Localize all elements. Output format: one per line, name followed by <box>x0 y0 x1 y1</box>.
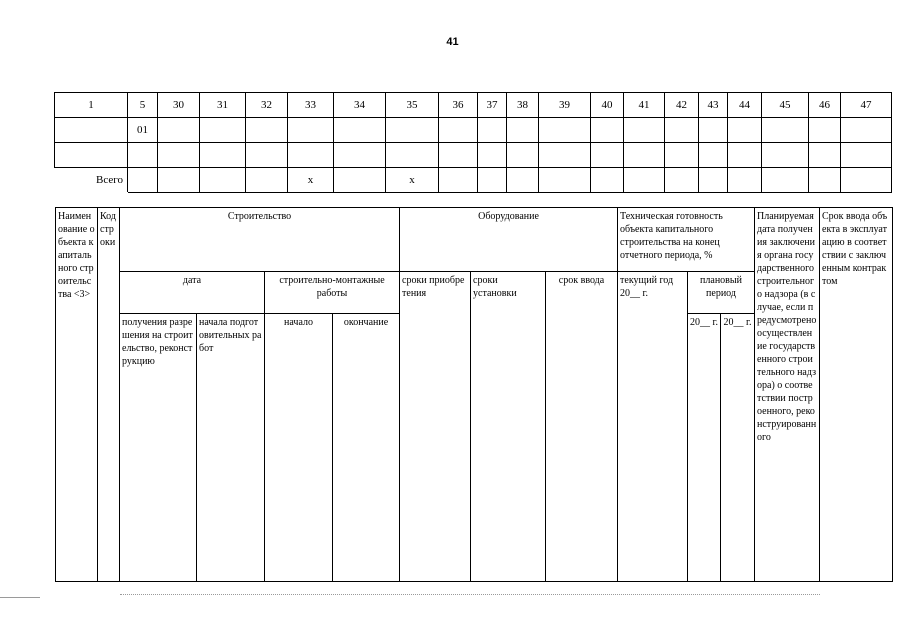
current-year-value: 20__ г. <box>620 288 648 299</box>
construction-header: Строительство <box>120 208 400 272</box>
planned-period-header: плановый период <box>688 272 755 314</box>
summary-table <box>54 92 892 193</box>
start-header: начало <box>265 314 333 582</box>
header-cell: 38 <box>507 93 539 118</box>
readiness-header: Техническая готовность объекта капитального строительства на конец отчетного периода, % <box>618 208 755 272</box>
header-cell: 30 <box>158 93 200 118</box>
header-cell: 1 <box>55 93 128 118</box>
header-cell: 36 <box>439 93 478 118</box>
acquisition-header: сроки приобретения <box>400 272 471 582</box>
equipment-header: Оборудование <box>400 208 618 272</box>
planned-year-b-header: 20__ г. <box>721 314 755 582</box>
table-row <box>55 118 892 143</box>
header-cell: 35 <box>386 93 439 118</box>
commissioning-term-header: срок ввода <box>546 272 618 582</box>
footer-dotted-rule <box>120 594 820 596</box>
table-row <box>55 143 892 168</box>
header-cell: 45 <box>762 93 809 118</box>
detail-table <box>55 207 893 582</box>
page-number: 41 <box>446 36 459 48</box>
header-cell: 40 <box>591 93 624 118</box>
conclusion-date-header: Планируемая дата получения заключения органа государственного строительного надзора (в случае, если предусмотрено осуществление государственного строительного надзора) о соответствии построенного, реконструированного <box>755 208 820 582</box>
total-label: Всего <box>55 168 128 193</box>
total-mark: x <box>386 168 439 193</box>
total-mark: x <box>288 168 334 193</box>
total-row <box>55 168 892 193</box>
row-code-cell: 01 <box>128 118 158 143</box>
header-cell: 46 <box>809 93 841 118</box>
install-terms-header: сроки установки <box>471 272 546 582</box>
installation-header: строительно-монтажные работы <box>265 272 400 314</box>
object-name-header: Наименование объекта капитального строительства <3> <box>56 208 98 582</box>
header-cell: 5 <box>128 93 158 118</box>
header-cell: 47 <box>841 93 892 118</box>
header-cell: 41 <box>624 93 665 118</box>
footer-rule <box>0 597 40 598</box>
permit-date-header: получения разрешения на строительство, реконструкцию <box>120 314 197 582</box>
end-header: окончание <box>333 314 400 582</box>
date-header: дата <box>120 272 265 314</box>
header-cell: 32 <box>246 93 288 118</box>
header-cell: 39 <box>539 93 591 118</box>
line-code-header: Код строки <box>98 208 120 582</box>
prep-start-header: начала подготовительных работ <box>197 314 265 582</box>
header-cell: 31 <box>200 93 246 118</box>
summary-header-row <box>55 93 892 118</box>
header-cell: 37 <box>478 93 507 118</box>
current-year-label: текущий год <box>620 275 674 286</box>
header-cell: 42 <box>665 93 699 118</box>
commission-term-header: Срок ввода объекта в эксплуатацию в соответствии с заключенным контрактом <box>820 208 893 582</box>
header-cell: 43 <box>699 93 728 118</box>
header-cell: 33 <box>288 93 334 118</box>
header-cell: 34 <box>334 93 386 118</box>
header-cell: 44 <box>728 93 762 118</box>
planned-year-a-header: 20__ г. <box>688 314 721 582</box>
current-year-header <box>618 272 688 582</box>
